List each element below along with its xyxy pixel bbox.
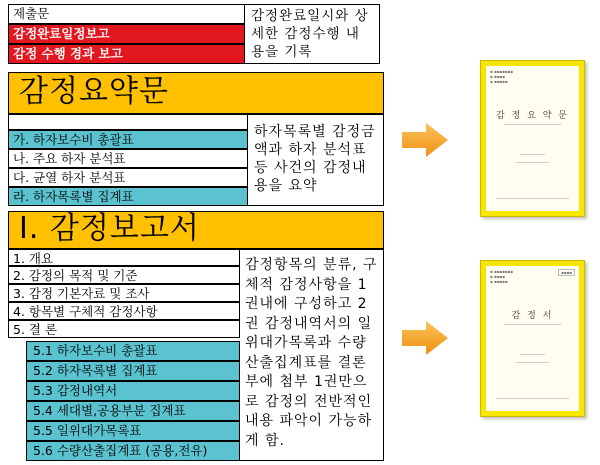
summary-title: 감정요약문	[8, 72, 384, 114]
summary-document-title: 감 정 요 약 문	[496, 111, 569, 121]
report-subitem: 5.1 하자보수비 총괄표	[26, 341, 240, 361]
document-page	[486, 66, 579, 211]
report-subitem: 5.3 감정내역서	[26, 381, 240, 401]
document-header-lines: ▪ ▪▪▪▪▪▪▪ ▪ ▪▪▪▪ ▪ ▪▪▪▪▪	[490, 69, 513, 84]
submission-note: 감정완료일시와 상세한 감정수행 내용을 기록	[251, 8, 369, 60]
document-header-lines: ▪ ▪▪▪▪▪▪▪ ▪ ▪▪▪▪ ▪ ▪▪▪▪▪	[490, 269, 513, 284]
report-note-box	[240, 249, 384, 461]
report-item: 1. 개요	[8, 249, 240, 266]
summary-note: 하자목록별 감정금액과 하자 분석표등 사건의 감정내용을 요약	[254, 124, 376, 194]
document-footer-line	[496, 198, 569, 199]
submission-header: 제출문	[8, 4, 245, 24]
summary-item: 나. 주요 하자 분석표	[8, 149, 248, 168]
report-subitem: 5.6 수량산출집계표 (공용,전유)	[26, 441, 240, 461]
report-item: 5. 결 론	[8, 320, 240, 338]
document-author-line	[516, 162, 549, 163]
document-date-line	[520, 354, 545, 355]
summary-item: 라. 하자목록별 집계표	[8, 187, 248, 206]
document-tag: ▪▪▪▪	[558, 269, 575, 276]
report-subitem: 5.2 하자목록별 집계표	[26, 361, 240, 381]
document-footer-line	[496, 398, 569, 399]
report-title: Ⅰ. 감정보고서	[8, 211, 384, 249]
document-author-line	[516, 362, 549, 363]
report-section	[8, 211, 384, 461]
document-subtitle-line	[504, 124, 561, 125]
report-document-image	[480, 260, 585, 417]
report-note: 감정항목의 분류, 구체적 감정사항을 1권내에 구성하고 2권 감정내역서의 일위대가목록과 수량산출집계표를 결론부에 첨부 1권만으로 감정의 전반적인 내용 파악이 가능하게 함.	[245, 257, 378, 449]
submission-item-progress: 감정 수행 경과 보고	[8, 44, 245, 64]
report-subitem: 5.5 일위대가목록표	[26, 421, 240, 441]
arrow-right-icon	[400, 120, 450, 160]
report-item: 2. 감정의 목적 및 기준	[8, 266, 240, 284]
summary-document-image	[480, 60, 585, 217]
submission-note-box	[245, 4, 380, 64]
report-subitem: 5.4 세대별,공용부분 집계표	[26, 401, 240, 421]
document-subtitle-line	[504, 324, 561, 325]
document-page	[486, 266, 579, 411]
report-document-title: 감 정 서	[511, 311, 554, 321]
document-date-line	[520, 154, 545, 155]
summary-note-box	[248, 114, 384, 206]
report-item: 4. 항목별 구체적 감정사항	[8, 302, 240, 320]
submission-item-schedule: 감정완료일정보고	[8, 24, 245, 44]
submission-section	[8, 4, 380, 64]
summary-item: 가. 하자보수비 총괄표	[8, 130, 248, 149]
report-item: 3. 감정 기본자료 및 조사	[8, 284, 240, 302]
arrow-right-icon	[400, 318, 450, 358]
summary-item: 다. 균열 하자 분석표	[8, 168, 248, 187]
summary-blank-row	[8, 114, 248, 130]
summary-section	[8, 72, 384, 202]
